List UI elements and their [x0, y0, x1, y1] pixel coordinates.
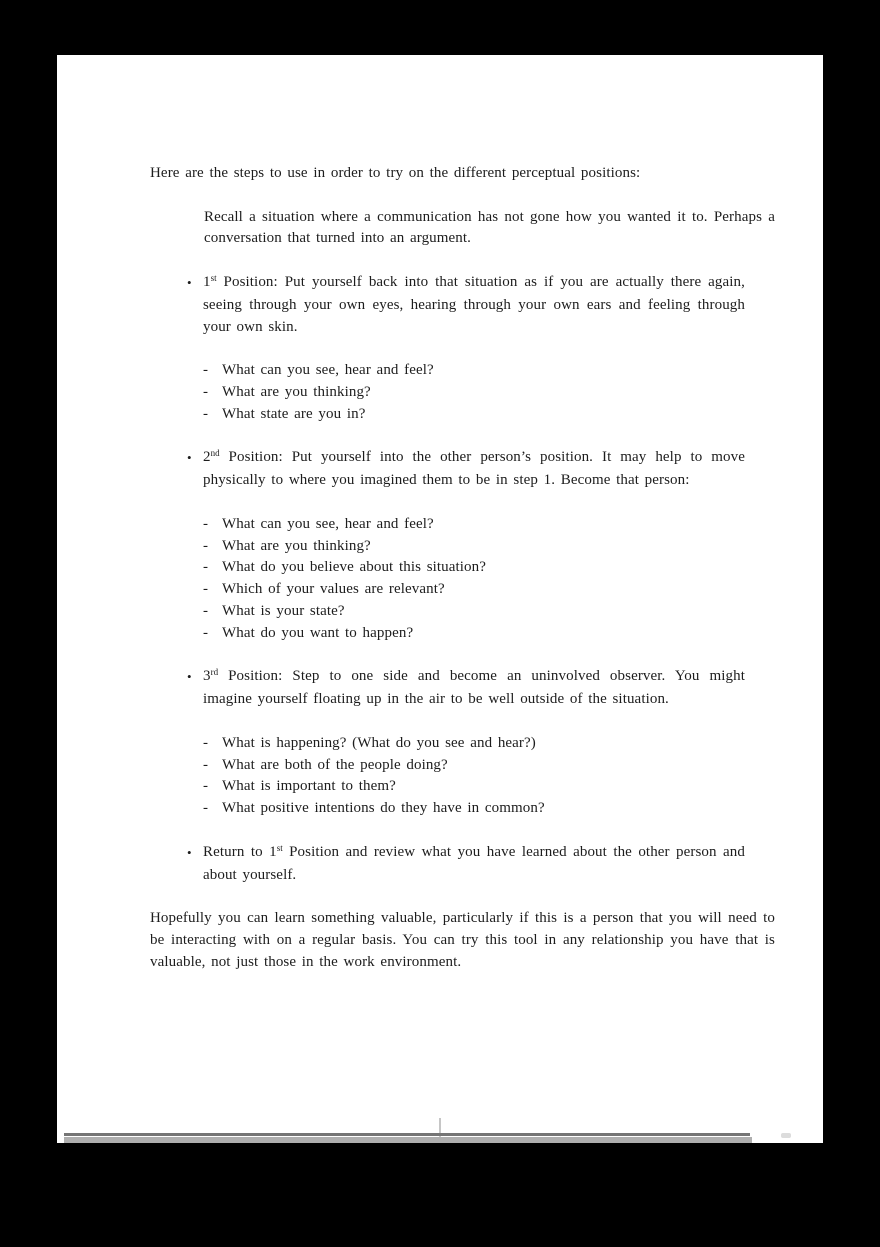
question-item — [150, 557, 775, 579]
question-text: What can you see, hear and feel? — [222, 515, 434, 532]
bullet-item — [150, 272, 745, 338]
question-item — [150, 536, 775, 558]
question-item — [150, 360, 775, 382]
bullet-marker: • — [187, 274, 192, 290]
question-item — [150, 623, 775, 645]
bullet-text: Position: Put yourself into the other person’s position. It may help to move physically to where you imagined them to be in step 1. Become that person: — [203, 449, 745, 489]
question-text: What is happening? (What do you see and hear?) — [222, 734, 536, 751]
scrollbar-thumb[interactable] — [64, 1137, 752, 1143]
bullet-marker: • — [187, 450, 192, 466]
bullet-text-pre: 2 — [203, 449, 211, 466]
dash-marker: - — [203, 778, 209, 795]
question-item — [150, 579, 775, 601]
question-text: What do you believe about this situation? — [222, 559, 487, 576]
bullet-marker: • — [187, 669, 192, 685]
recall-paragraph: Recall a situation where a communication has not gone how you wanted it to. Perhaps a conversation that turned into an argument. — [204, 208, 775, 247]
question-item — [150, 755, 775, 777]
question-text: What state are you in? — [222, 405, 366, 422]
bullet-text-pre: 1 — [203, 273, 211, 290]
dash-marker: - — [203, 515, 209, 532]
ordinal-superscript: nd — [210, 448, 220, 459]
ordinal-superscript: st — [210, 272, 217, 283]
dash-marker: - — [203, 624, 209, 641]
intro-paragraph: Here are the steps to use in order to try on the different perceptual positions: — [150, 165, 641, 181]
bullet-text: Position: Step to one side and become an uninvolved observer. You might imagine yourself floating up in the air to be well outside of the situation. — [203, 668, 745, 708]
question-text: What are both of the people doing? — [222, 756, 448, 773]
dash-marker: - — [203, 800, 209, 817]
question-text: What do you want to happen? — [222, 624, 414, 641]
dash-marker: - — [203, 581, 209, 598]
dash-marker: - — [203, 405, 209, 422]
question-group — [150, 360, 775, 425]
bullet-item — [150, 666, 745, 711]
question-group — [150, 733, 775, 820]
scrollbar-end-mark — [781, 1133, 791, 1138]
dash-marker: - — [203, 362, 209, 379]
question-text: What is your state? — [222, 602, 345, 619]
bullet-text-pre: Return to 1 — [203, 843, 277, 860]
document-page — [57, 55, 823, 1143]
question-item — [150, 404, 775, 426]
dash-marker: - — [203, 734, 209, 751]
closing-paragraph: Hopefully you can learn something valuable, particularly if this is a person that you will need to be interacting with on a regular basis. You can try this tool in any relationship you have that is valuable, not just those in the work environment. — [150, 910, 775, 970]
horizontal-scrollbar[interactable] — [64, 1133, 752, 1143]
scrollbar-thumb-edge — [64, 1133, 750, 1136]
question-item — [150, 601, 775, 623]
dash-marker: - — [203, 559, 209, 576]
ordinal-superscript: rd — [210, 667, 219, 678]
question-text: What is important to them? — [222, 778, 396, 795]
bullet-text-pre: 3 — [203, 668, 211, 685]
dash-marker: - — [203, 383, 209, 400]
question-item — [150, 798, 775, 820]
question-text: What can you see, hear and feel? — [222, 362, 434, 379]
question-item — [150, 776, 775, 798]
bullet-marker: • — [187, 844, 192, 860]
question-text: What positive intentions do they have in common? — [222, 800, 545, 817]
question-text: What are you thinking? — [222, 383, 371, 400]
question-text: What are you thinking? — [222, 537, 371, 554]
bullet-item — [150, 447, 745, 492]
bullet-item — [150, 842, 745, 887]
question-item — [150, 733, 775, 755]
page-content — [150, 163, 775, 973]
bullet-text: Position and review what you have learned about the other person and about yourself. — [203, 843, 745, 883]
dash-marker: - — [203, 602, 209, 619]
question-item — [150, 514, 775, 536]
bullet-text: Position: Put yourself back into that situation as if you are actually there again, seeing through your own eyes, hearing through your own ears and feeling through your own skin. — [203, 273, 745, 335]
ordinal-superscript: st — [276, 842, 283, 853]
question-group — [150, 514, 775, 645]
question-text: Which of your values are relevant? — [222, 581, 445, 598]
dash-marker: - — [203, 537, 209, 554]
question-item — [150, 382, 775, 404]
dash-marker: - — [203, 756, 209, 773]
